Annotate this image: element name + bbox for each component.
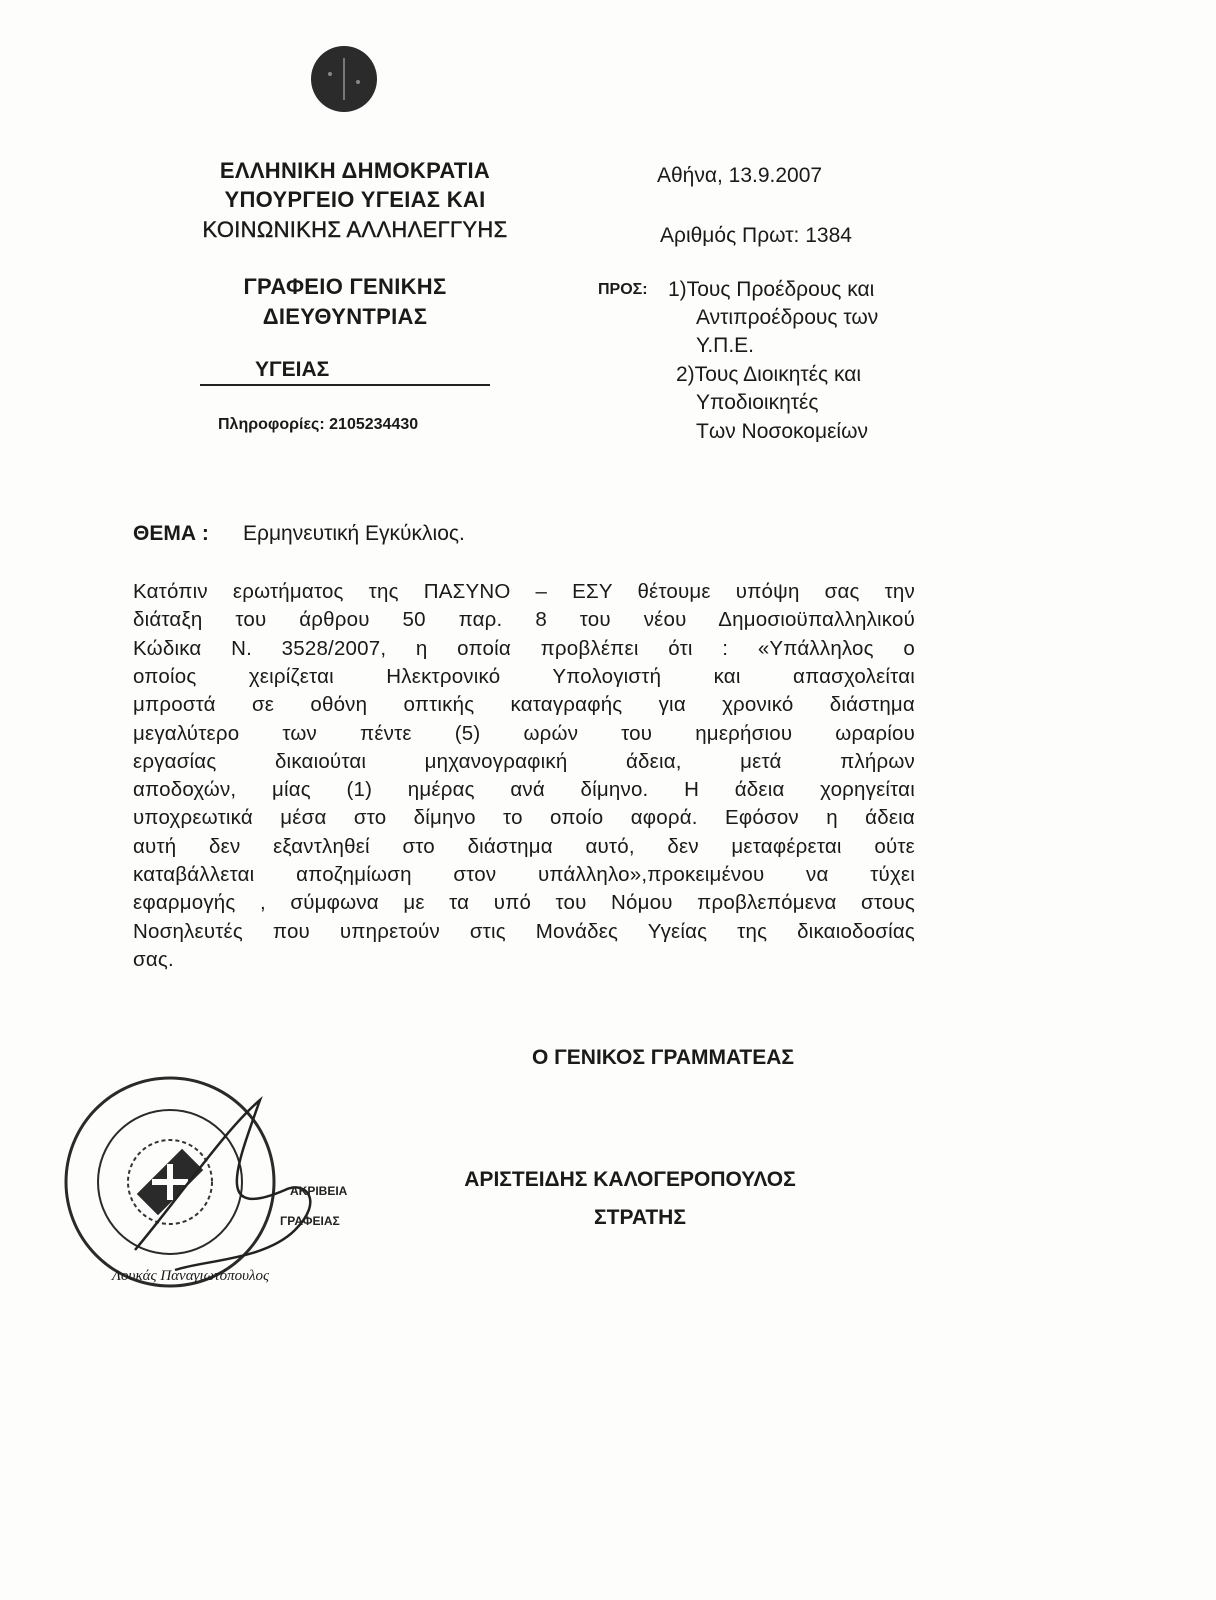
stamp-side-text: ΑΚΡΙΒΕΙΑ xyxy=(290,1184,348,1198)
official-stamp xyxy=(55,1070,365,1300)
letterhead-line: ΚΟΙΝΩΝΙΚΗΣ ΑΛΛΗΛΕΓΓΥΗΣ xyxy=(202,217,508,242)
protocol-number: Αριθμός Πρωτ: 1384 xyxy=(660,224,852,247)
recipient-line: Υ.Π.Ε. xyxy=(696,334,754,357)
body-line: αποδοχών, μίας (1) ημέρας ανά δίμηνο. Η άδεια χορηγείται xyxy=(133,778,915,802)
office-line: ΓΡΑΦΕΙΟ ΓΕΝΙΚΗΣ xyxy=(243,274,447,299)
body-line: μεγαλύτερο των πέντε (5) ωρών του ημερήσιου ωραρίου xyxy=(133,721,915,745)
body-line: εργασίας δικαιούται μηχανογραφική άδεια, μετά πλήρων xyxy=(133,749,915,773)
signatory-title: Ο ΓΕΝΙΚΟΣ ΓΡΑΜΜΑΤΕΑΣ xyxy=(531,1046,795,1069)
coat-of-arms-emblem xyxy=(308,44,380,116)
certifier-name: Λουκάς Παναγιωτόπουλος xyxy=(112,1268,270,1284)
body-line: οποίος χειρίζεται Ηλεκτρονικό Υπολογιστή και απασχολείται xyxy=(133,664,915,688)
body-line: Κατόπιν ερωτήματος της ΠΑΣΥΝΟ – ΕΣΥ θέτουμε υπόψη σας την xyxy=(133,580,915,603)
body-line: αυτή δεν εξαντληθεί στο διάστημα αυτό, δεν μεταφέρεται ούτε xyxy=(133,834,915,858)
info-phone: Πληροφορίες: 2105234430 xyxy=(218,416,419,433)
letterhead-line: ΥΠΟΥΡΓΕΙΟ ΥΓΕΙΑΣ ΚΑΙ xyxy=(224,187,486,212)
body-line: μπροστά σε οθόνη οπτικής καταγραφής για χρονικό διάστημα xyxy=(133,693,915,717)
recipient-line: Υποδιοικητές xyxy=(696,391,819,414)
recipient-line: Των Νοσοκομείων xyxy=(696,420,868,443)
body-line: υποχρεωτικά μέσα στο δίμηνο το οποίο αφορά. Εφόσον η άδεια xyxy=(133,806,915,830)
department-label: ΥΓΕΙΑΣ xyxy=(255,358,330,381)
body-line: διάταξη του άρθρου 50 παρ. 8 του νέου Δημοσιοϋπαλληλικού xyxy=(133,608,915,632)
body-line: καταβάλλεται αποζημίωση στον υπάλληλο»,προκειμένου να τύχει xyxy=(133,863,915,886)
signatory-surname: ΣΤΡΑΤΗΣ xyxy=(594,1206,686,1229)
letterhead-line: ΕΛΛΗΝΙΚΗ ΔΗΜΟΚΡΑΤΙΑ xyxy=(219,158,491,183)
recipient-line: Αντιπροέδρους των xyxy=(696,306,879,329)
subject-text: Ερμηνευτική Εγκύκλιος. xyxy=(243,522,465,545)
body-line: σας. xyxy=(133,947,174,971)
to-label: ΠΡΟΣ: xyxy=(598,281,648,298)
body-line: Κώδικα Ν. 3528/2007, η οποία προβλέπει ότι : «Υπάλληλος ο xyxy=(133,636,915,660)
department-underline xyxy=(200,358,490,386)
office-line: ΔΙΕΥΘΥΝΤΡΙΑΣ xyxy=(262,304,428,329)
recipient-line: 2)Τους Διοικητές και xyxy=(676,363,862,386)
subject-label: ΘΕΜΑ : xyxy=(133,522,209,545)
document-date: Αθήνα, 13.9.2007 xyxy=(657,164,823,187)
stamp-side-text: ΓΡΑΦΕΙΑΣ xyxy=(280,1214,340,1228)
body-line: Νοσηλευτές που υπηρετούν στις Μονάδες Υγείας της δικαιοδοσίας xyxy=(133,919,915,943)
recipient-line: 1)Τους Προέδρους και xyxy=(668,278,875,301)
body-line: εφαρμογής , σύμφωνα με τα υπό του Νόμου προβλεπόμενα στους xyxy=(133,891,915,915)
signatory-name: ΑΡΙΣΤΕΙΔΗΣ ΚΑΛΟΓΕΡΟΠΟΥΛΟΣ xyxy=(464,1168,796,1191)
